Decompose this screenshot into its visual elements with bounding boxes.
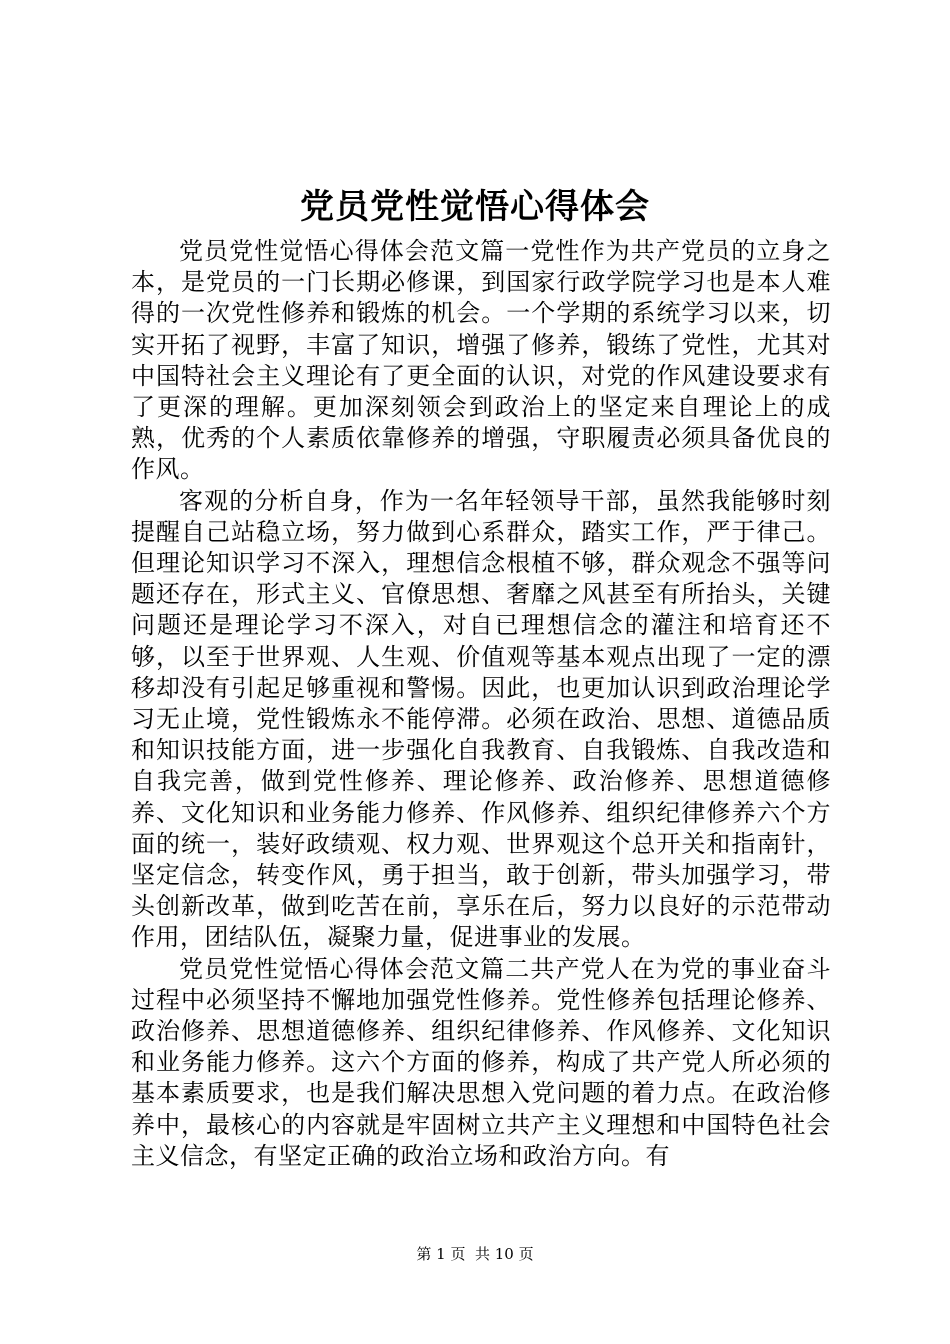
document-body [131, 236, 831, 1172]
paragraph-1: 党员党性觉悟心得体会范文篇一党性作为共产党员的立身之本，是党员的一门长期必修课，到国家行政学院学习也是本人难得的一次党性修养和锻炼的机会。一个学期的系统学习以来，切实开拓了视野，丰富了知识，增强了修养，锻练了党性，尤其对中国特社会主义理论有了更全面的认识，对党的作风建设要求有了更深的理解。更加深刻领会到政治上的坚定来自理论上的成熟，优秀的个人素质依靠修养的增强，守职履责必须具备优良的作风。 [131, 237, 831, 484]
page-number-label: 第 1 页 共 10 页 [416, 1245, 534, 1263]
document-title: 党员党性觉悟心得体会 [300, 187, 650, 227]
paragraph-2: 客观的分析自身，作为一名年轻领导干部，虽然我能够时刻提醒自己站稳立场，努力做到心系群众，踏实工作，严于律己。但理论知识学习不深入，理想信念根植不够，群众观念不强等问题还存在，形式主义、官僚思想、奢靡之风甚至有所抬头，关键问题还是理论学习不深入，对自已理想信念的灌注和培育还不够，以至于世界观、人生观、价值观等基本观点出现了一定的漂移却没有引起足够重视和警惕。因此，也更加认识到政治理论学习无止境，党性锻炼永不能停滞。必须在政治、思想、道德品质和知识技能方面，进一步强化自我教育、自我锻炼、自我改造和自我完善，做到党性修养、理论修养、政治修养、思想道德修养、文化知识和业务能力修养、作风修养、组织纪律修养六个方面的统一，装好政绩观、权力观、世界观这个总开关和指南针，坚定信念，转变作风，勇于担当，敢于创新，带头加强学习，带头创新改革，做到吃苦在前，享乐在后，努力以良好的示范带动作用，团结队伍，凝聚力量，促进事业的发展。 [131, 486, 831, 952]
page-footer [0, 1244, 950, 1264]
paragraph-3: 党员党性觉悟心得体会范文篇二共产党人在为党的事业奋斗过程中必须坚持不懈地加强党性修养。党性修养包括理论修养、政治修养、思想道德修养、组织纪律修养、作风修养、文化知识和业务能力修养。这六个方面的修养，构成了共产党人所必须的基本素质要求，也是我们解决思想入党问题的着力点。在政治修养中，最核心的内容就是牢固树立共产主义理想和中国特色社会主义信念，有坚定正确的政治立场和政治方向。有 [131, 954, 831, 1170]
